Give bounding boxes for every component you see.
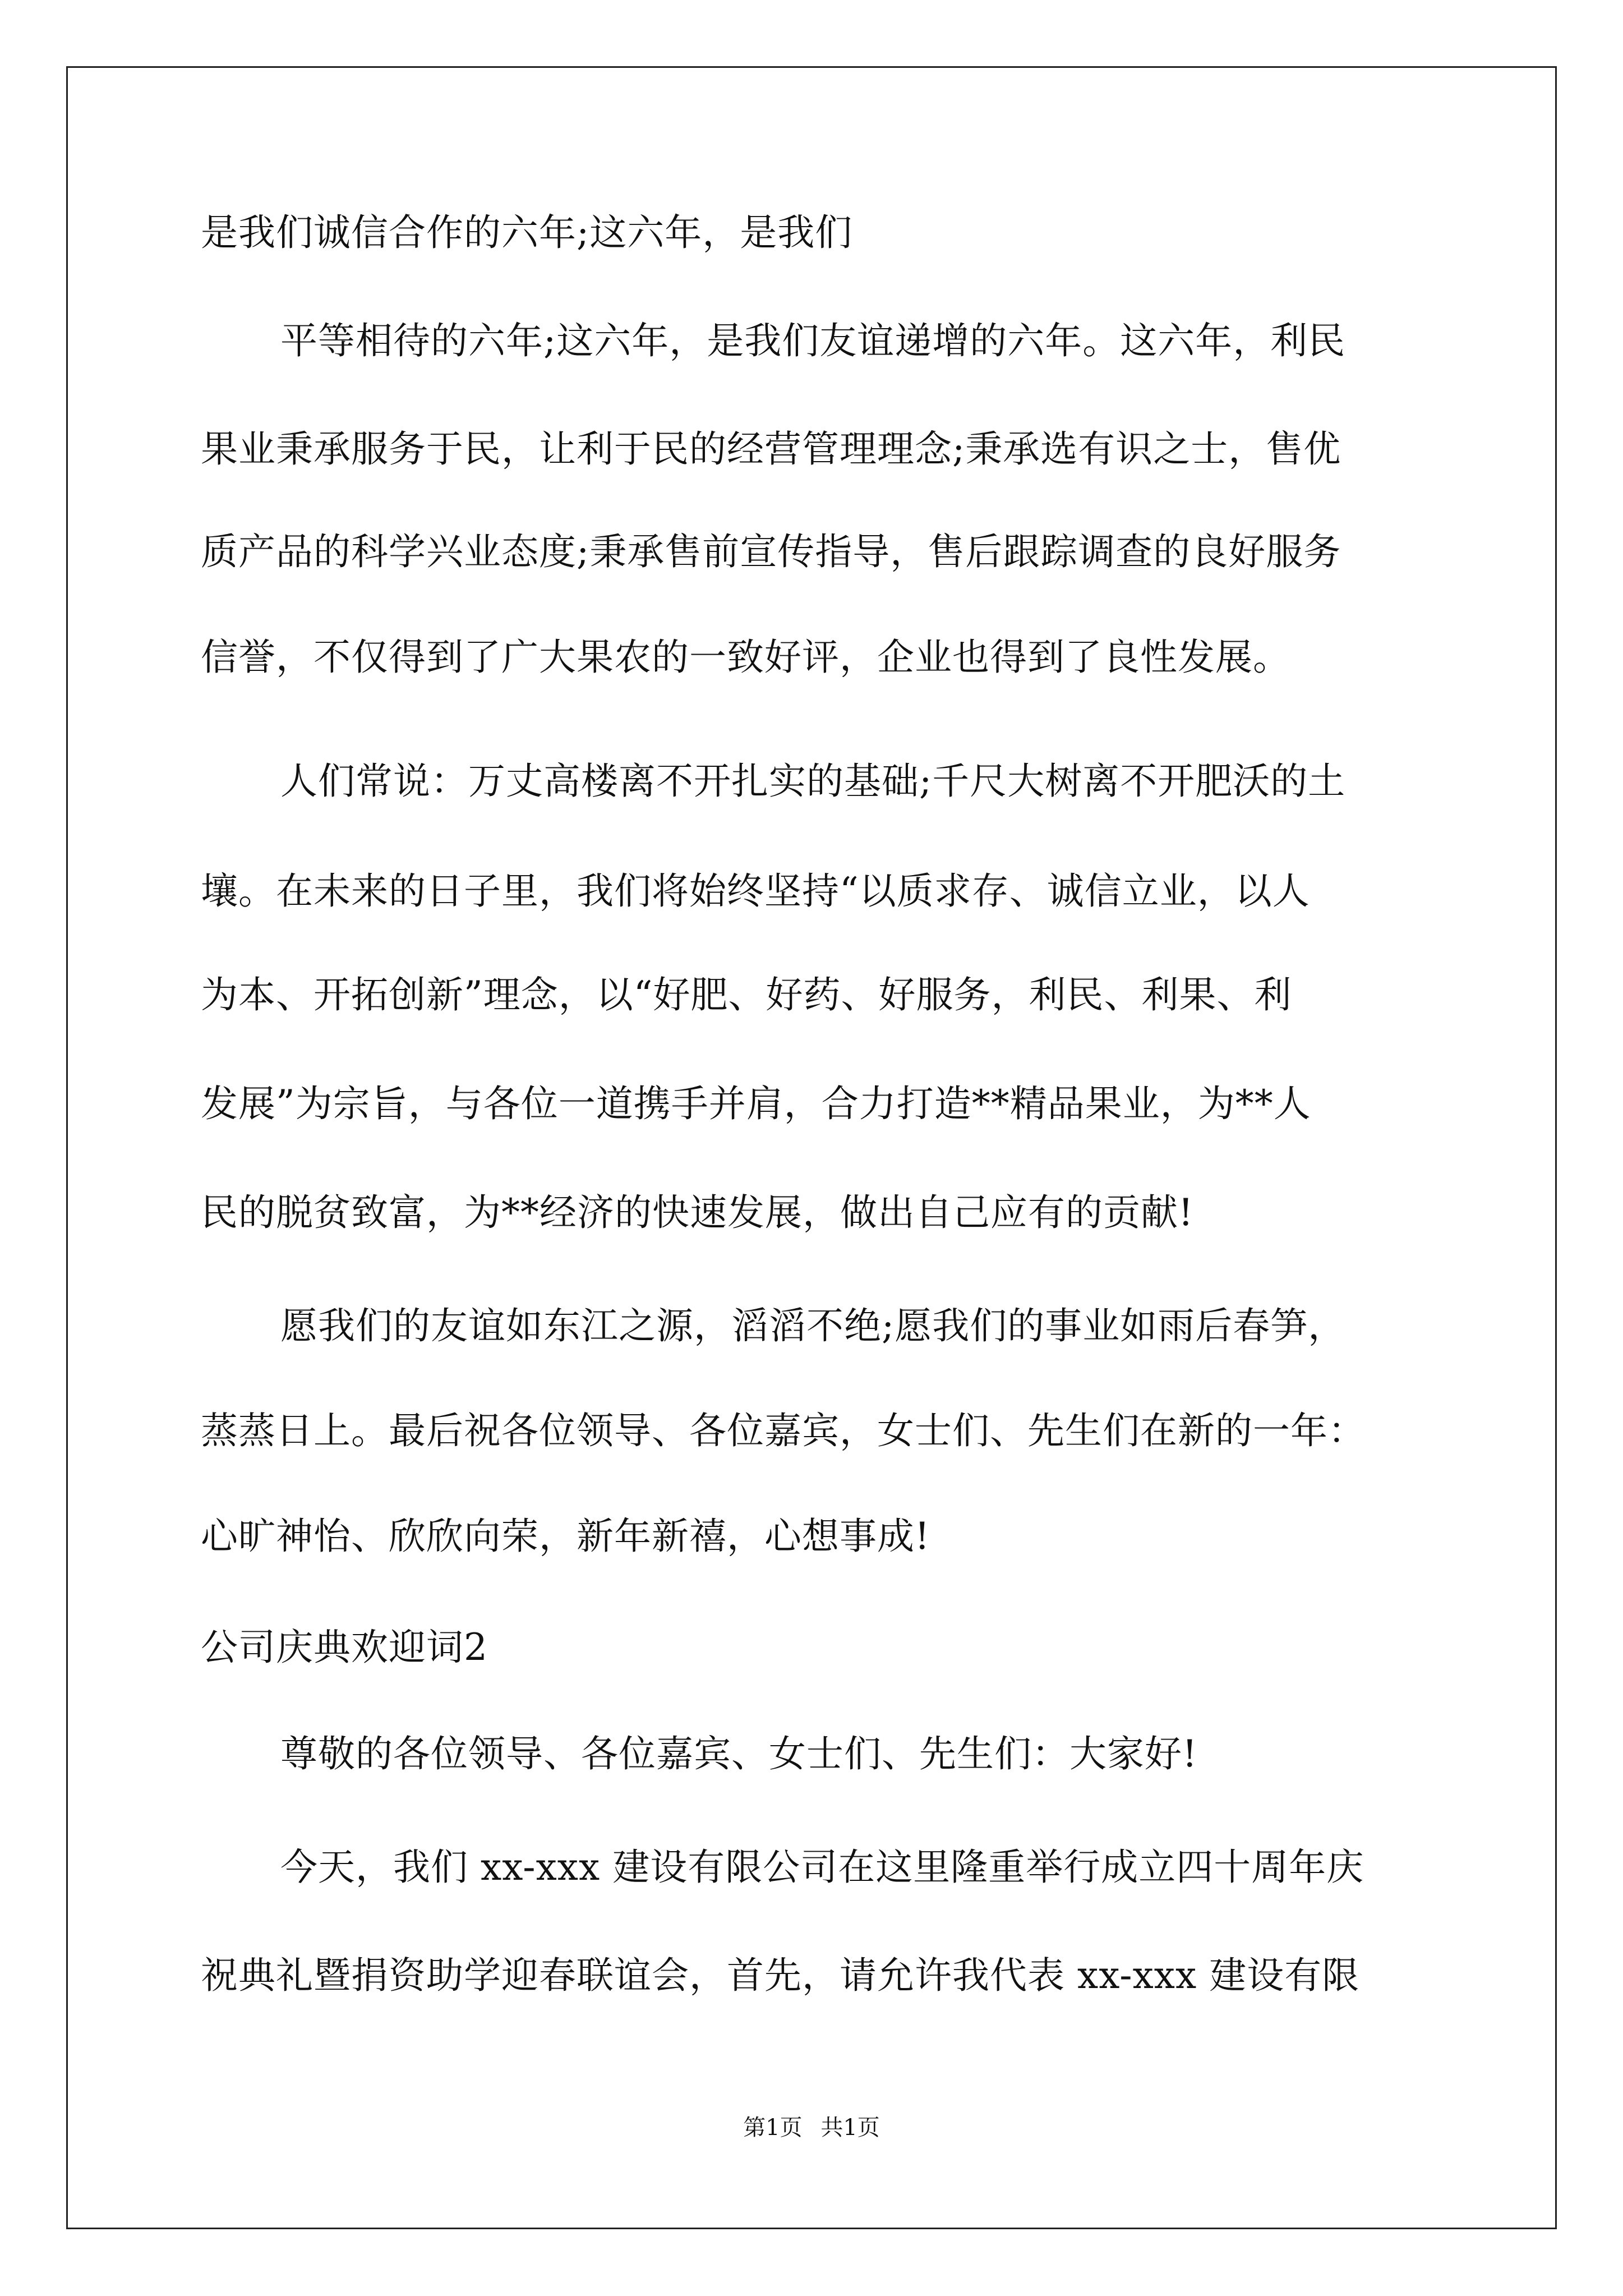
body-line: 愿我们的友谊如东江之源，滔滔不绝;愿我们的事业如雨后春笋，: [280, 1304, 1346, 1347]
section-heading: 公司庆典欢迎词2: [201, 1626, 488, 1669]
body-line: 尊敬的各位领导、各位嘉宾、女士们、先生们：大家好!: [280, 1732, 1198, 1775]
body-line: 壤。在未来的日子里，我们将始终坚持“以质求存、诚信立业，以人: [201, 869, 1310, 913]
body-line: 民的脱贫致富，为**经济的快速发展，做出自己应有的贡献!: [201, 1191, 1194, 1234]
page-border: [66, 66, 1557, 2229]
body-line: 发展”为宗旨，与各位一道携手并肩，合力打造**精品果业，为**人: [201, 1082, 1311, 1125]
body-line: 果业秉承服务于民，让利于民的经营管理理念;秉承选有识之士，售优: [201, 427, 1341, 471]
body-line: 蒸蒸日上。最后祝各位领导、各位嘉宾，女士们、先生们在新的一年：: [201, 1409, 1366, 1452]
body-line: 是我们诚信合作的六年;这六年，是我们: [201, 211, 853, 254]
body-line: 心旷神怡、欣欣向荣，新年新禧，心想事成!: [201, 1515, 930, 1558]
body-line: 今天，我们 xx-xxx 建设有限公司在这里隆重举行成立四十周年庆: [280, 1846, 1364, 1889]
body-line: 平等相待的六年;这六年，是我们友谊递增的六年。这六年，利民: [280, 319, 1346, 362]
body-line: 质产品的科学兴业态度;秉承售前宣传指导，售后跟踪调查的良好服务: [201, 530, 1341, 573]
page-number: 第1页: [743, 2115, 803, 2141]
page-total: 共1页: [820, 2115, 880, 2141]
body-line: 信誉，不仅得到了广大果农的一致好评，企业也得到了良性发展。: [201, 636, 1290, 679]
body-line: 人们常说：万丈高楼离不开扎实的基础;千尺大树离不开肥沃的土: [280, 760, 1346, 803]
page-footer: [0, 2114, 1623, 2142]
body-line: 为本、开拓创新”理念，以“好肥、好药、好服务，利民、利果、利: [201, 973, 1292, 1016]
body-line: 祝典礼暨捐资助学迎春联谊会，首先，请允许我代表 xx-xxx 建设有限: [201, 1954, 1360, 1997]
